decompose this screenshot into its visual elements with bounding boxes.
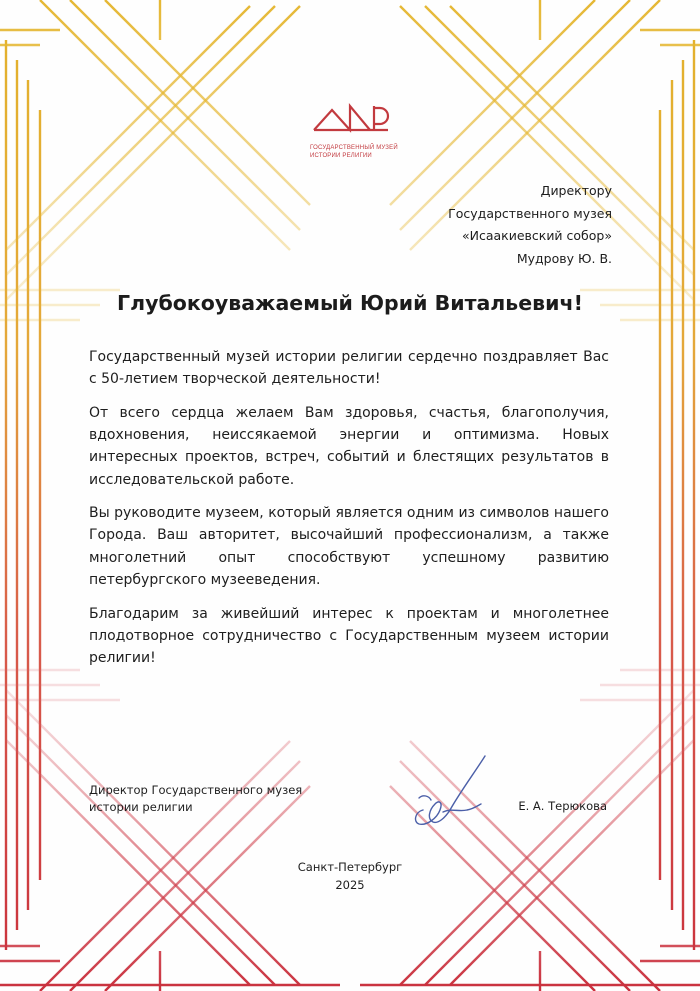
place-year: 2025 xyxy=(335,878,365,892)
paragraph-4: Благодарим за живейший интерес к проектам и многолетнее плодотворное сотрудничество с Государственным музеем истории религии! xyxy=(89,605,609,666)
logo-line-1: ГОСУДАРСТВЕННЫЙ МУЗЕЙ xyxy=(310,145,398,151)
logo-caption xyxy=(310,144,400,160)
greeting-heading: Глубокоуважаемый Юрий Витальевич! xyxy=(117,291,583,315)
museum-logo xyxy=(308,102,398,168)
paragraph-3: Вы руководите музеем, который является одним из символов нашего Города. Ваш авторитет, высочайший профессионализм, а также многолетний опыт способствуют успешному развитию петербургского музееведения. xyxy=(89,505,609,588)
place-city: Санкт-Петербург xyxy=(297,860,403,874)
addressee-line-1: Директору xyxy=(540,183,612,198)
signatory-title-line-2: истории религии xyxy=(89,800,193,814)
signatory-title-line-1: Директор Государственного музея xyxy=(89,783,303,797)
logo-line-2: ИСТОРИИ РЕЛИГИИ xyxy=(310,153,372,159)
addressee-block xyxy=(292,180,612,270)
paragraph-2: От всего сердца желаем Вам здоровья, счастья, благополучия, вдохновения, неиссякаемой энергии и оптимизма. Новых интересных проектов, встреч, событий и блестящих результатов в исследовательской работе. xyxy=(89,404,609,488)
logo-mark-icon xyxy=(312,102,396,140)
signatory-title xyxy=(89,782,302,816)
handwritten-signature xyxy=(405,752,495,832)
paragraph-1: Государственный музей истории религии сердечно поздравляет Вас с 50-летием творческой деятельности! xyxy=(89,349,609,388)
letter-body xyxy=(89,346,609,681)
signatory-name: Е. А. Терюкова xyxy=(518,799,607,813)
place-date xyxy=(250,858,450,894)
addressee-line-4: Мудрову Ю. В. xyxy=(516,250,612,266)
addressee-line-2: Государственного музея xyxy=(448,205,612,221)
addressee-line-3: «Исаакиевский собор» xyxy=(461,228,612,243)
